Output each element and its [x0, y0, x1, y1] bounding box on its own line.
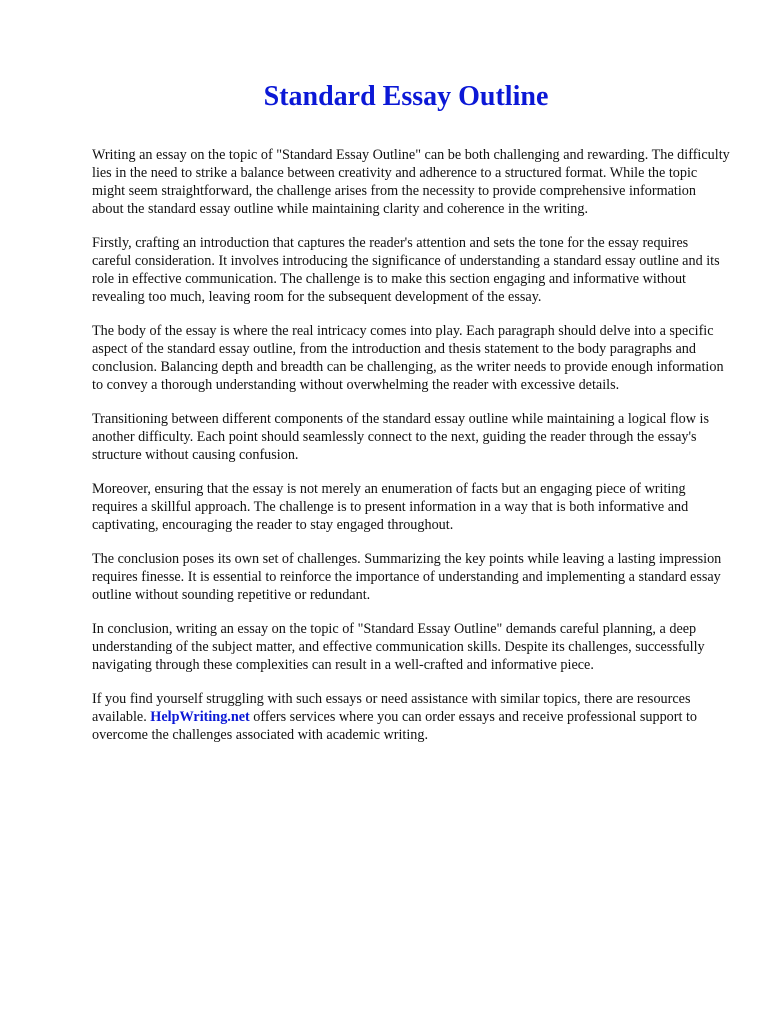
helpwriting-link[interactable]: HelpWriting.net	[150, 709, 250, 725]
resources-text-before-link: If you find yourself struggling with such essays or need assistance with similar topics, there are resources available.	[92, 691, 691, 725]
paragraph-intro: Writing an essay on the topic of "Standard Essay Outline" can be both challenging and rewarding. The difficulty lies in the need to strike a balance between creativity and adherence to a structured format. While the topic might seem straightforward, the challenge arises from the necessity to provide comprehensive information about the standard essay outline while maintaining clarity and coherence in the writing.	[92, 147, 730, 217]
page-title: Standard Essay Outline	[263, 81, 549, 112]
paragraph-engaging-writing: Moreover, ensuring that the essay is not merely an enumeration of facts but an engaging piece of writing requires a skillful approach. The challenge is to present information in a way that is both informative and captivating, encouraging the reader to stay engaged throughout.	[92, 481, 689, 533]
paragraph-conclusion-challenges: The conclusion poses its own set of challenges. Summarizing the key points while leaving a lasting impression requires finesse. It is essential to reinforce the importance of understanding and implementing a standard essay outline without sounding repetitive or redundant.	[92, 551, 722, 603]
paragraph-introduction-crafting: Firstly, crafting an introduction that captures the reader's attention and sets the tone for the essay requires careful consideration. It involves introducing the significance of understanding a standard essay outline and its role in effective communication. The challenge is to make this section engaging and informative without revealing too much, leaving room for the subsequent development of the essay.	[92, 235, 720, 305]
document-body	[92, 146, 730, 760]
paragraph-resources	[92, 690, 730, 744]
paragraph-body-of-essay: The body of the essay is where the real intricacy comes into play. Each paragraph should delve into a specific aspect of the standard essay outline, from the introduction and thesis statement to the body paragraphs and conclusion. Balancing depth and breadth can be challenging, as the writer needs to provide enough information to convey a thorough understanding without overwhelming the reader with excessive details.	[92, 323, 724, 393]
paragraph-in-conclusion: In conclusion, writing an essay on the topic of "Standard Essay Outline" demands careful planning, a deep understanding of the subject matter, and effective communication skills. Despite its challenges, successfully navigating through these complexities can result in a well-crafted and informative piece.	[92, 621, 705, 673]
paragraph-transitioning: Transitioning between different components of the standard essay outline while maintaining a logical flow is another difficulty. Each point should seamlessly connect to the next, guiding the reader through the essay's structure without causing confusion.	[92, 411, 710, 463]
resources-text-after-link: offers services where you can order essays and receive professional support to overcome the challenges associated with academic writing.	[92, 709, 698, 743]
